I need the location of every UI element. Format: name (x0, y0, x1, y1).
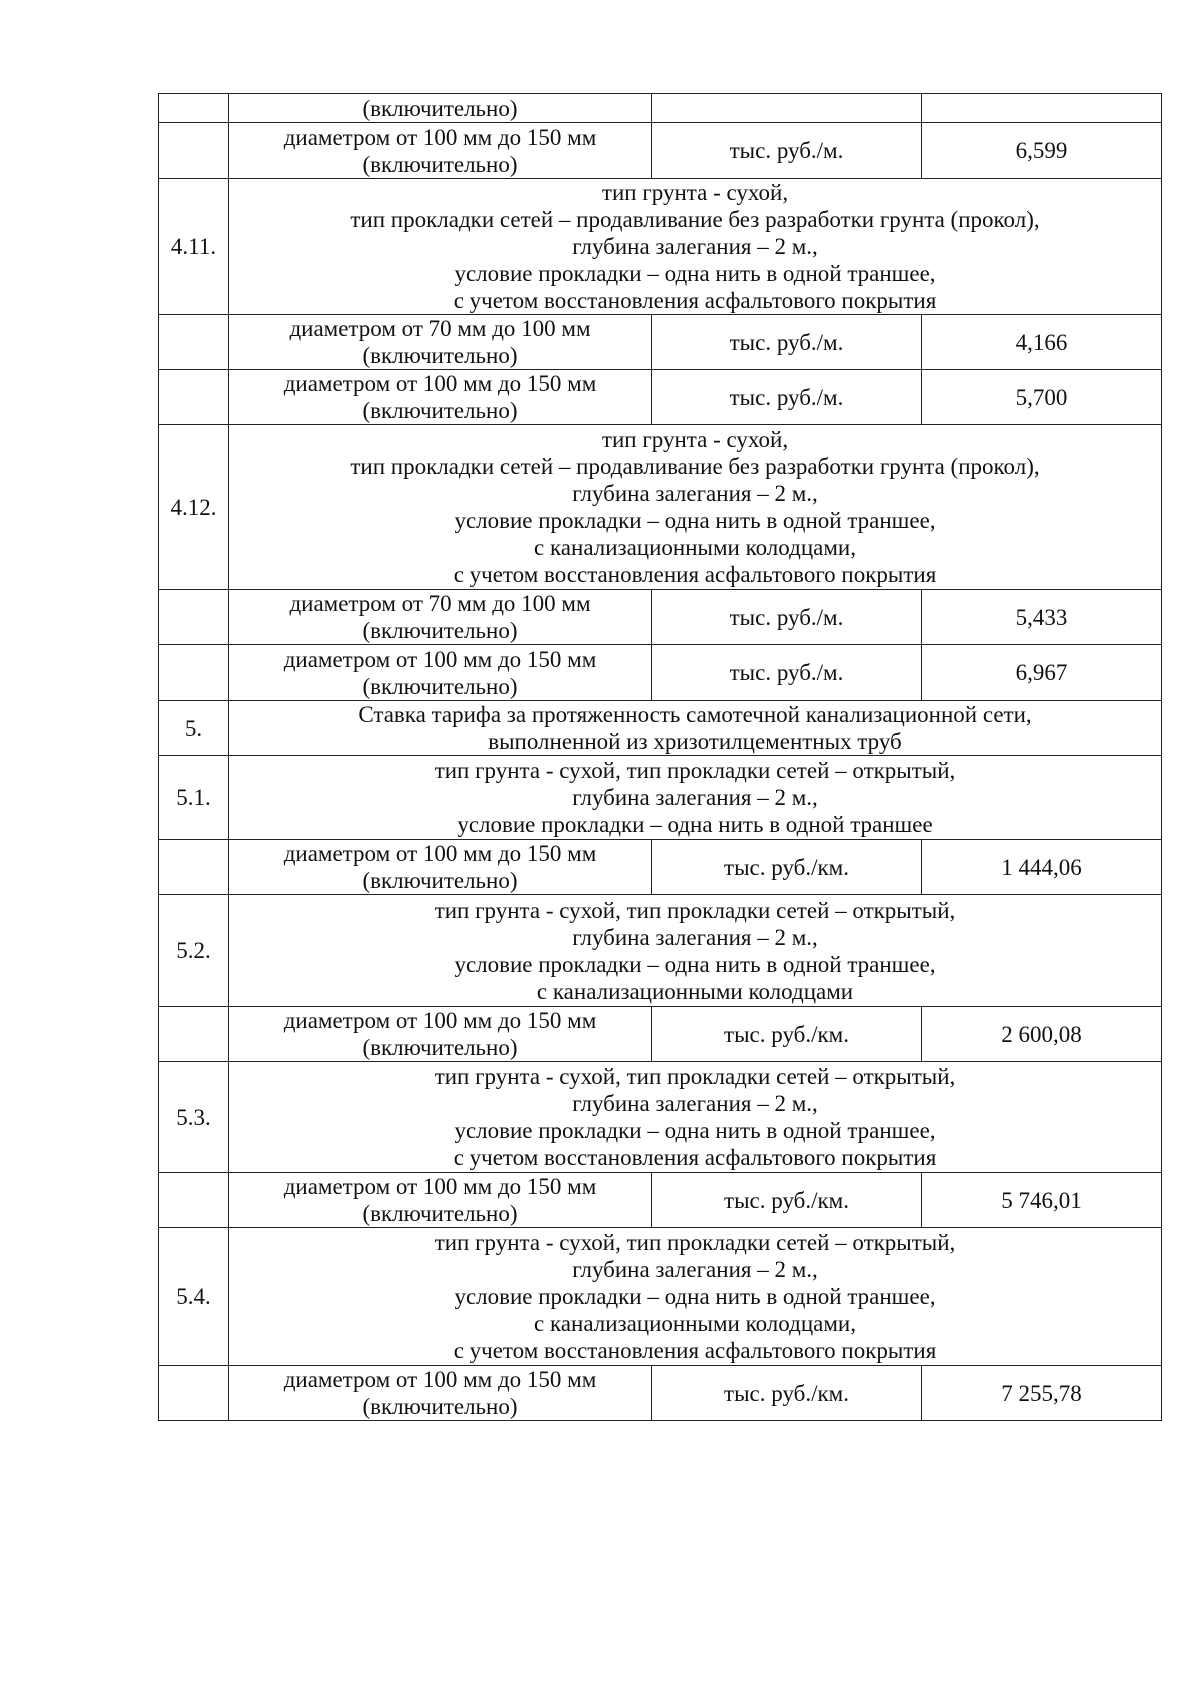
row-number-cell (159, 315, 229, 370)
section-description-cell (229, 1228, 1162, 1366)
section-description-line: с канализационными колодцами (536, 978, 854, 1004)
tariff-row (159, 1173, 1162, 1228)
section-description-line: условие прокладки – одна нить в одной траншее (457, 812, 933, 837)
row-number-cell: 4.12. (159, 425, 229, 590)
section-description-cell (229, 701, 1162, 756)
section-description-line: условие прокладки – одна нить в одной траншее, (454, 508, 936, 533)
diameter-description-cell (229, 315, 652, 370)
tariff-value-cell: 4,166 (922, 315, 1162, 370)
unit-cell: тыс. руб./км. (652, 1007, 922, 1062)
tariff-value-cell: 1 444,06 (922, 840, 1162, 895)
section-description-line: с учетом восстановления асфальтового покрытия (453, 562, 937, 587)
tariff-table (158, 93, 1162, 1421)
row-number-cell: 5.3. (159, 1062, 229, 1173)
section-description-line: тип грунта - сухой, (601, 180, 789, 205)
unit-cell (652, 94, 922, 123)
section-description-line: с учетом восстановления асфальтового покрытия (453, 1338, 937, 1363)
diameter-description-line: диаметром от 100 мм до 150 мм (283, 1174, 597, 1199)
section-row (159, 425, 1162, 590)
diameter-description-line: (включительно) (362, 398, 518, 423)
section-description-line: тип прокладки сетей – продавливание без разработки грунта (прокол), (350, 454, 1040, 479)
diameter-description-line: (включительно) (362, 868, 518, 893)
row-number-cell (159, 840, 229, 895)
diameter-description-line: (включительно) (362, 151, 518, 177)
diameter-description-cell (229, 645, 652, 701)
section-row (159, 701, 1162, 756)
diameter-description-line: диаметром от 100 мм до 150 мм (283, 124, 597, 150)
row-number-cell: 5.4. (159, 1228, 229, 1366)
diameter-description-line: (включительно) (362, 673, 518, 699)
tariff-row (159, 123, 1162, 179)
tariff-row (159, 645, 1162, 701)
tariff-value-cell: 5,433 (922, 590, 1162, 645)
section-description-line: глубина залегания – 2 м., (572, 481, 818, 506)
section-description-line: глубина залегания – 2 м., (572, 1257, 818, 1282)
diameter-description-line: диаметром от 70 мм до 100 мм (289, 316, 591, 341)
row-number-cell (159, 370, 229, 425)
section-description-line: тип грунта - сухой, (601, 427, 789, 452)
section-description-cell (229, 425, 1162, 590)
diameter-description-cell (229, 123, 652, 179)
section-description-line: тип прокладки сетей – продавливание без разработки грунта (прокол), (350, 207, 1040, 232)
unit-cell: тыс. руб./км. (652, 840, 922, 895)
diameter-description-line: (включительно) (362, 1394, 518, 1419)
section-description-line: глубина залегания – 2 м., (572, 1091, 818, 1116)
section-description-line: условие прокладки – одна нить в одной траншее, (454, 1284, 936, 1309)
unit-cell: тыс. руб./км. (652, 1173, 922, 1228)
section-description-line: тип грунта - сухой, тип прокладки сетей – открытый, (434, 758, 956, 783)
diameter-description-line: диаметром от 100 мм до 150 мм (283, 646, 597, 672)
tariff-value-cell: 5 746,01 (922, 1173, 1162, 1228)
section-row (159, 756, 1162, 840)
row-number-cell (159, 645, 229, 701)
section-description-cell (229, 179, 1162, 315)
section-row (159, 895, 1162, 1007)
tariff-row (159, 94, 1162, 123)
section-description-line: условие прокладки – одна нить в одной траншее, (454, 1118, 936, 1143)
diameter-description-cell (229, 370, 652, 425)
tariff-row (159, 1007, 1162, 1062)
section-description-line: условие прокладки – одна нить в одной траншее, (454, 951, 936, 977)
section-description-line: с учетом восстановления асфальтового покрытия (453, 1145, 937, 1170)
row-number-cell (159, 123, 229, 179)
diameter-description-line: диаметром от 100 мм до 150 мм (283, 1367, 597, 1392)
diameter-description-cell (229, 1007, 652, 1062)
section-description-line: с канализационными колодцами, (534, 535, 856, 560)
unit-cell: тыс. руб./км. (652, 1366, 922, 1421)
diameter-description-line: (включительно) (362, 95, 518, 121)
section-description-line: Ставка тарифа за протяженность самотечной канализационной сети, (358, 702, 1032, 727)
tariff-value-cell: 5,700 (922, 370, 1162, 425)
row-number-cell: 5.2. (159, 895, 229, 1007)
section-description-line: тип грунта - сухой, тип прокладки сетей – открытый, (434, 1064, 956, 1089)
row-number-cell: 5. (159, 701, 229, 756)
diameter-description-line: диаметром от 100 мм до 150 мм (283, 371, 597, 396)
unit-cell: тыс. руб./м. (652, 370, 922, 425)
diameter-description-cell (229, 1366, 652, 1421)
diameter-description-cell (229, 590, 652, 645)
diameter-description-line: (включительно) (362, 1201, 518, 1226)
tariff-row (159, 1366, 1162, 1421)
section-description-line: тип грунта - сухой, тип прокладки сетей – открытый, (434, 1230, 956, 1255)
unit-cell: тыс. руб./м. (652, 315, 922, 370)
tariff-row (159, 590, 1162, 645)
section-description-line: глубина залегания – 2 м., (572, 234, 818, 259)
row-number-cell (159, 94, 229, 123)
row-number-cell (159, 590, 229, 645)
section-description-cell (229, 756, 1162, 840)
tariff-value-cell: 6,599 (922, 123, 1162, 179)
diameter-description-cell (229, 840, 652, 895)
tariff-row (159, 315, 1162, 370)
tariff-row (159, 840, 1162, 895)
section-row (159, 1062, 1162, 1173)
tariff-value-cell: 2 600,08 (922, 1007, 1162, 1062)
tariff-value-cell: 6,967 (922, 645, 1162, 701)
section-description-line: глубина залегания – 2 м., (572, 785, 818, 810)
row-number-cell (159, 1173, 229, 1228)
diameter-description-line: (включительно) (362, 618, 518, 643)
diameter-description-cell (229, 1173, 652, 1228)
diameter-description-cell (229, 94, 652, 123)
diameter-description-line: (включительно) (362, 343, 518, 368)
diameter-description-line: (включительно) (362, 1035, 518, 1060)
section-row (159, 179, 1162, 315)
section-description-line: глубина залегания – 2 м., (572, 924, 818, 950)
tariff-table-body (159, 94, 1162, 1421)
row-number-cell: 5.1. (159, 756, 229, 840)
unit-cell: тыс. руб./м. (652, 590, 922, 645)
row-number-cell (159, 1007, 229, 1062)
diameter-description-line: диаметром от 100 мм до 150 мм (283, 841, 597, 866)
unit-cell: тыс. руб./м. (652, 123, 922, 179)
diameter-description-line: диаметром от 70 мм до 100 мм (289, 591, 591, 616)
section-description-line: условие прокладки – одна нить в одной траншее, (454, 261, 936, 286)
section-description-line: с канализационными колодцами, (534, 1311, 856, 1336)
section-description-cell (229, 1062, 1162, 1173)
section-description-cell (229, 895, 1162, 1007)
row-number-cell (159, 1366, 229, 1421)
section-row (159, 1228, 1162, 1366)
tariff-value-cell (922, 94, 1162, 123)
section-description-line: тип грунта - сухой, тип прокладки сетей – открытый, (434, 897, 956, 923)
section-description-line: выполненной из хризотилцементных труб (488, 729, 902, 754)
unit-cell: тыс. руб./м. (652, 645, 922, 701)
diameter-description-line: диаметром от 100 мм до 150 мм (283, 1008, 597, 1033)
section-description-line: с учетом восстановления асфальтового покрытия (453, 288, 937, 313)
row-number-cell: 4.11. (159, 179, 229, 315)
tariff-value-cell: 7 255,78 (922, 1366, 1162, 1421)
tariff-row (159, 370, 1162, 425)
